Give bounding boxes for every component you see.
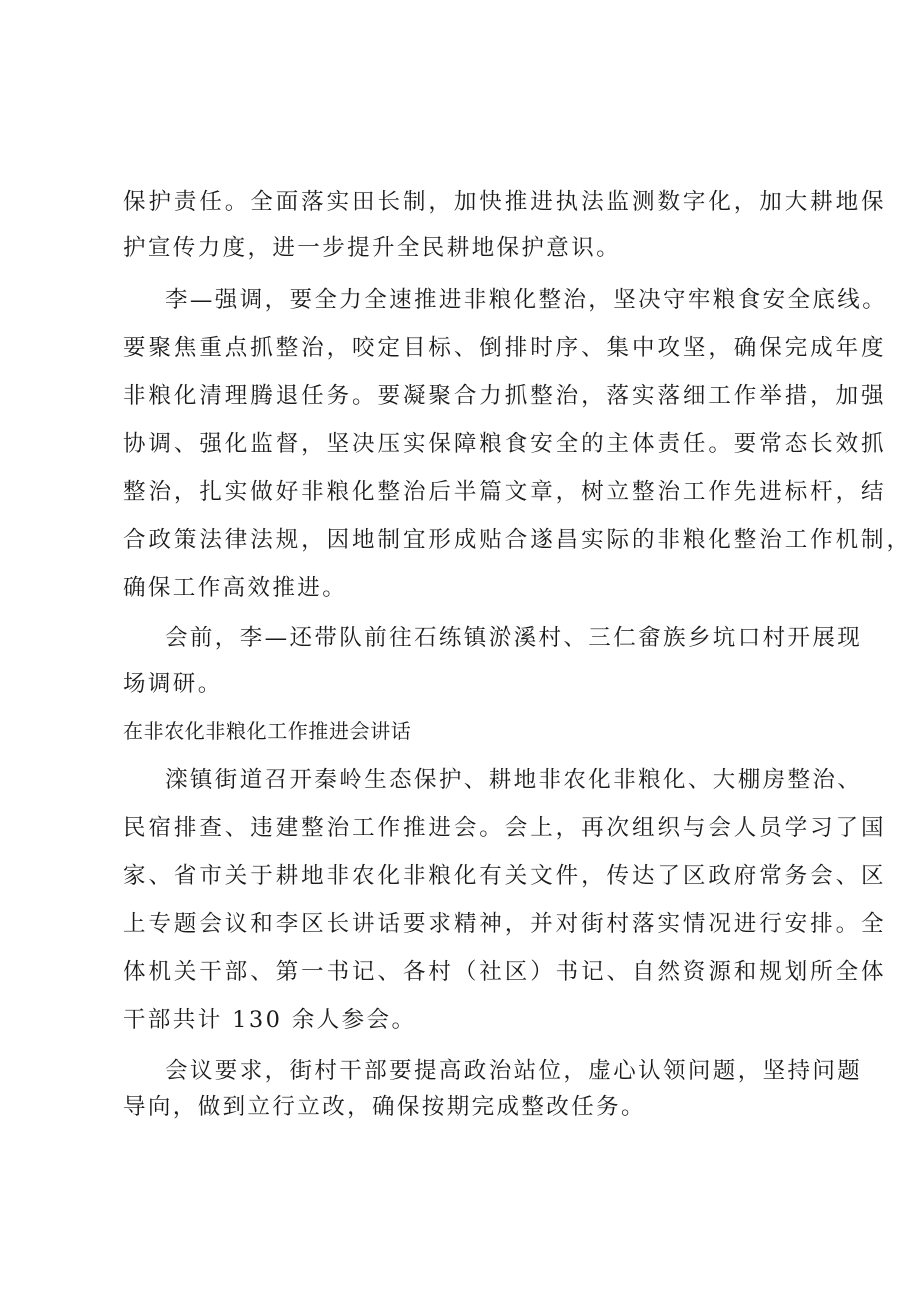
text-line: 确保工作高效推进。 [123, 575, 348, 601]
text-line: 场调研。 [123, 671, 223, 697]
text-line: 整治，扎实做好非粮化整治后半篇文章，树立整治工作先进标杆，结 [123, 479, 887, 505]
text-line: 保护责任。全面落实田长制，加快推进执法监测数字化，加大耕地保 [123, 189, 887, 215]
text-line: 李—强调，要全力全速推进非粮化整治，坚决守牢粮食安全底线。 [165, 287, 888, 313]
text-line: 协调、强化监督，坚决压实保障粮食安全的主体责任。要常态长效抓 [123, 431, 887, 457]
text-line: 滦镇街道召开秦岭生态保护、耕地非农化非粮化、大棚房整治、 [165, 767, 863, 793]
text-line: 民宿排查、违建整治工作推进会。会上，再次组织与会人员学习了国 [123, 815, 887, 841]
section-heading: 在非农化非粮化工作推进会讲话 [123, 719, 412, 743]
text-line: 导向，做到立行立改，确保按期完成整改任务。 [123, 1094, 646, 1120]
text-line: 会议要求，街村干部要提高政治站位，虚心认领问题，坚持问题 [165, 1058, 863, 1084]
text-line: 会前，李—还带队前往石练镇淤溪村、三仁畲族乡坑口村开展现 [165, 625, 863, 651]
text-line: 合政策法律法规，因地制宜形成贴合遂昌实际的非粮化整治工作机制， [123, 527, 912, 553]
text-line: 护宣传力度，进一步提升全民耕地保护意识。 [123, 235, 622, 261]
text-line: 上专题会议和李区长讲话要求精神，并对街村落实情况进行安排。全 [123, 911, 887, 937]
text-line: 要聚焦重点抓整治，咬定目标、倒排时序、集中攻坚，确保完成年度 [123, 335, 887, 361]
text-line: 家、省市关于耕地非农化非粮化有关文件，传达了区政府常务会、区 [123, 863, 887, 889]
text-line: 体机关干部、第一书记、各村（社区）书记、自然资源和规划所全体 [123, 959, 887, 985]
text-line: 非粮化清理腾退任务。要凝聚合力抓整治，落实落细工作举措，加强 [123, 383, 887, 409]
text-line: 干部共计 130 余人参会。 [123, 1007, 417, 1033]
